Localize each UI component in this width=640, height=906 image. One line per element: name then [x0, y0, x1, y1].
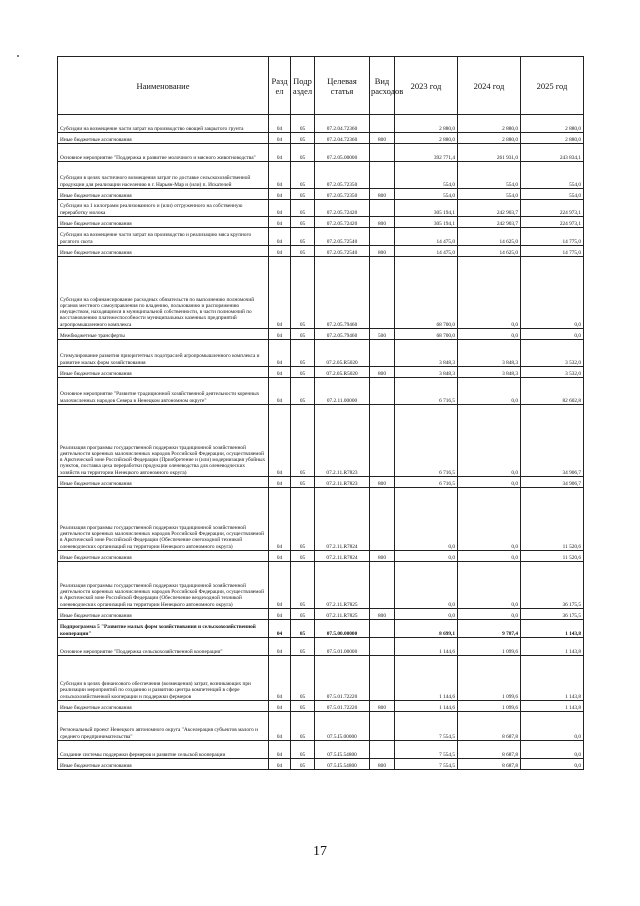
row-podrazdel: 05 — [291, 620, 315, 638]
row-value-2024: 242 903,7 — [458, 200, 521, 217]
row-name: Иные бюджетные ассигнования — [58, 759, 269, 770]
table-row — [58, 562, 584, 609]
row-razdel: 04 — [269, 340, 291, 367]
row-value-2023: 305 194,1 — [395, 217, 458, 228]
row-razdel: 04 — [269, 620, 291, 638]
row-razdel: 04 — [269, 405, 291, 477]
row-podrazdel: 05 — [291, 257, 315, 329]
row-value-2024: 1 099,6 — [458, 638, 521, 656]
row-vid — [370, 656, 395, 701]
row-razdel: 04 — [269, 144, 291, 162]
col-header-2023: 2023 год — [395, 57, 458, 115]
row-razdel: 04 — [269, 257, 291, 329]
table-row — [58, 133, 584, 144]
row-podrazdel: 05 — [291, 562, 315, 609]
row-name: Субсидии на возмещение части затрат на производство и реализацию мяса крупного рогатого скота — [58, 228, 269, 246]
row-value-2023: 554,0 — [395, 189, 458, 200]
row-value-2025: 0,0 — [521, 741, 584, 759]
row-vid: 800 — [370, 217, 395, 228]
row-value-2024: 0,0 — [458, 329, 521, 340]
row-statya: 07.2.05.72350 — [315, 189, 370, 200]
row-value-2024: 0,0 — [458, 562, 521, 609]
row-name: Иные бюджетные ассигнования — [58, 367, 269, 378]
col-header-statya: Целевая статья — [315, 57, 370, 115]
row-value-2024: 2 880,0 — [458, 115, 521, 133]
row-value-2024: 0,0 — [458, 477, 521, 488]
row-value-2024: 1 099,6 — [458, 701, 521, 712]
row-vid — [370, 378, 395, 405]
row-name: Субсидии в целях финансового обеспечения (возмещения) затрат, возникающих при реализации мероприятий по созданию и развитию центра компетенций в сфере сельскохозяйственной кооперации и поддержки фермеров — [58, 656, 269, 701]
row-vid — [370, 741, 395, 759]
table-row — [58, 144, 584, 162]
row-statya: 07.2.05.72350 — [315, 162, 370, 189]
row-statya: 07.5.I5.00000 — [315, 712, 370, 741]
row-razdel: 04 — [269, 701, 291, 712]
row-value-2023: 2 880,0 — [395, 115, 458, 133]
row-razdel: 04 — [269, 741, 291, 759]
row-vid: 800 — [370, 609, 395, 620]
table-row — [58, 701, 584, 712]
row-razdel: 04 — [269, 217, 291, 228]
row-name: Подпрограмма 5 "Развитие малых форм хозяйствования и сельскохозяйственной кооперации" — [58, 620, 269, 638]
row-value-2024: 554,0 — [458, 162, 521, 189]
row-value-2023: 7 554,5 — [395, 741, 458, 759]
row-name: Основное мероприятие "Развитие традиционной хозяйственной деятельности коренных малочисленных народов Севера в Ненецком автономном округе" — [58, 378, 269, 405]
row-razdel: 04 — [269, 329, 291, 340]
row-name: Иные бюджетные ассигнования — [58, 246, 269, 257]
row-value-2024: 242 903,7 — [458, 217, 521, 228]
col-header-razdel: Разд ел — [269, 57, 291, 115]
row-value-2023: 1 144,6 — [395, 638, 458, 656]
row-value-2025: 1 143,8 — [521, 620, 584, 638]
row-name: Реализация программы государственной поддержки традиционной хозяйственной деятельности коренных малочисленных народов Российской Федерации, осуществляемой в Арктической зоне Российской Федерации (Приобретение и (или) модернизация убойных пунктов, поставка цеха переработки продукции оленеводства для оленеводческих хозяйств на территории Ненецкого автономного округа) — [58, 405, 269, 477]
row-podrazdel: 05 — [291, 759, 315, 770]
row-name: Иные бюджетные ассигнования — [58, 133, 269, 144]
table-row — [58, 712, 584, 741]
row-statya: 07.2.11.00000 — [315, 378, 370, 405]
row-statya: 07.2.05.R5020 — [315, 367, 370, 378]
row-statya: 07.2.05.72420 — [315, 200, 370, 217]
row-podrazdel: 05 — [291, 115, 315, 133]
row-podrazdel: 05 — [291, 133, 315, 144]
row-razdel: 04 — [269, 115, 291, 133]
row-statya: 07.2.04.72360 — [315, 115, 370, 133]
row-statya: 07.2.11.R7823 — [315, 405, 370, 477]
row-razdel: 04 — [269, 133, 291, 144]
row-statya: 07.2.04.72360 — [315, 133, 370, 144]
row-name: Реализация программы государственной поддержки традиционной хозяйственной деятельности коренных малочисленных народов Российской Федерации, осуществляемой в Арктической зоне Российской Федерации (Обеспечение вездеходной техникой оленеводческих организаций на территории Ненецкого автономного округа) — [58, 562, 269, 609]
row-name: Основное мероприятие "Поддержка сельскохозяйственной кооперации" — [58, 638, 269, 656]
row-podrazdel: 05 — [291, 551, 315, 562]
row-statya: 07.2.05.72540 — [315, 246, 370, 257]
budget-table — [57, 56, 584, 770]
row-value-2024: 0,0 — [458, 257, 521, 329]
table-row — [58, 759, 584, 770]
row-value-2024: 0,0 — [458, 609, 521, 620]
row-vid: 800 — [370, 701, 395, 712]
row-podrazdel: 05 — [291, 367, 315, 378]
row-razdel: 04 — [269, 551, 291, 562]
col-header-podrazdel: Подр аздел — [291, 57, 315, 115]
row-statya: 07.2.05.79460 — [315, 329, 370, 340]
row-value-2023: 7 554,5 — [395, 759, 458, 770]
table-header-row — [58, 57, 584, 115]
row-statya: 07.2.11.R7824 — [315, 488, 370, 551]
row-value-2025: 1 143,8 — [521, 638, 584, 656]
table-body — [58, 115, 584, 770]
row-value-2023: 1 144,6 — [395, 656, 458, 701]
row-value-2024: 0,0 — [458, 488, 521, 551]
row-value-2023: 6 716,5 — [395, 477, 458, 488]
col-header-name: Наименование — [58, 57, 269, 115]
table-row — [58, 488, 584, 551]
row-value-2025: 1 143,8 — [521, 656, 584, 701]
row-vid: 800 — [370, 477, 395, 488]
row-podrazdel: 05 — [291, 701, 315, 712]
row-value-2024: 8 687,8 — [458, 712, 521, 741]
row-podrazdel: 05 — [291, 144, 315, 162]
row-value-2023: 3 848,3 — [395, 340, 458, 367]
row-value-2023: 0,0 — [395, 488, 458, 551]
row-podrazdel: 05 — [291, 228, 315, 246]
row-value-2024: 14 625,0 — [458, 246, 521, 257]
table-row — [58, 477, 584, 488]
row-podrazdel: 05 — [291, 246, 315, 257]
table-row — [58, 340, 584, 367]
row-value-2023: 0,0 — [395, 609, 458, 620]
row-value-2025: 3 532,0 — [521, 340, 584, 367]
row-value-2023: 6 716,5 — [395, 378, 458, 405]
table-row — [58, 656, 584, 701]
row-statya: 07.2.11.R7825 — [315, 562, 370, 609]
row-razdel: 04 — [269, 189, 291, 200]
row-podrazdel: 05 — [291, 189, 315, 200]
row-name: Субсидии на возмещение части затрат на производство овощей закрытого грунта — [58, 115, 269, 133]
table-row — [58, 378, 584, 405]
row-statya: 07.2.05.72420 — [315, 217, 370, 228]
row-razdel: 04 — [269, 162, 291, 189]
row-statya: 07.2.05.00000 — [315, 144, 370, 162]
row-value-2024: 0,0 — [458, 378, 521, 405]
row-value-2025: 36 175,5 — [521, 609, 584, 620]
row-vid — [370, 562, 395, 609]
row-razdel: 04 — [269, 367, 291, 378]
table-row — [58, 551, 584, 562]
col-header-vid: Вид расходов — [370, 57, 395, 115]
scan-speck — [17, 55, 19, 57]
row-vid — [370, 228, 395, 246]
row-podrazdel: 05 — [291, 656, 315, 701]
row-value-2024: 0,0 — [458, 405, 521, 477]
row-name: Иные бюджетные ассигнования — [58, 217, 269, 228]
row-value-2025: 36 175,5 — [521, 562, 584, 609]
row-value-2024: 8 687,8 — [458, 741, 521, 759]
row-value-2023: 1 144,6 — [395, 701, 458, 712]
row-vid — [370, 488, 395, 551]
row-name: Основное мероприятие "Поддержка и развитие молочного и мясного животноводства" — [58, 144, 269, 162]
row-razdel: 04 — [269, 477, 291, 488]
row-podrazdel: 05 — [291, 329, 315, 340]
row-razdel: 04 — [269, 638, 291, 656]
row-value-2025: 224 973,1 — [521, 217, 584, 228]
row-vid: 800 — [370, 551, 395, 562]
row-value-2024: 3 848,3 — [458, 340, 521, 367]
row-value-2024: 1 099,6 — [458, 656, 521, 701]
row-value-2023: 14 475,0 — [395, 228, 458, 246]
row-statya: 07.2.05.79460 — [315, 257, 370, 329]
row-vid — [370, 405, 395, 477]
row-statya: 07.5.01.72220 — [315, 656, 370, 701]
row-podrazdel: 05 — [291, 477, 315, 488]
row-podrazdel: 05 — [291, 162, 315, 189]
row-value-2025: 554,0 — [521, 189, 584, 200]
table-row — [58, 367, 584, 378]
row-podrazdel: 05 — [291, 405, 315, 477]
row-vid — [370, 620, 395, 638]
row-value-2025: 3 532,0 — [521, 367, 584, 378]
row-value-2023: 0,0 — [395, 562, 458, 609]
row-value-2024: 8 687,8 — [458, 759, 521, 770]
table-row — [58, 217, 584, 228]
row-statya: 07.5.I5.54800 — [315, 759, 370, 770]
row-razdel: 04 — [269, 562, 291, 609]
row-value-2024: 3 848,3 — [458, 367, 521, 378]
row-razdel: 04 — [269, 609, 291, 620]
row-podrazdel: 05 — [291, 217, 315, 228]
row-vid — [370, 257, 395, 329]
row-vid — [370, 115, 395, 133]
row-value-2025: 0,0 — [521, 712, 584, 741]
row-statya: 07.5.I5.54800 — [315, 741, 370, 759]
row-podrazdel: 05 — [291, 340, 315, 367]
row-vid: 800 — [370, 246, 395, 257]
col-header-2024: 2024 год — [458, 57, 521, 115]
row-value-2025: 11 520,6 — [521, 551, 584, 562]
row-value-2025: 554,0 — [521, 162, 584, 189]
row-name: Иные бюджетные ассигнования — [58, 701, 269, 712]
row-razdel: 04 — [269, 200, 291, 217]
row-value-2023: 7 554,5 — [395, 712, 458, 741]
row-name: Стимулирование развития приоритетных подотраслей агропромышленного комплекса и развитие малых форм хозяйствования — [58, 340, 269, 367]
row-value-2025: 243 834,1 — [521, 144, 584, 162]
row-value-2025: 1 143,8 — [521, 701, 584, 712]
row-razdel: 04 — [269, 712, 291, 741]
row-podrazdel: 05 — [291, 609, 315, 620]
row-value-2023: 3 848,3 — [395, 367, 458, 378]
row-vid — [370, 340, 395, 367]
row-name: Региональный проект Ненецкого автономного округа "Акселерация субъектов малого и среднего предпринимательства" — [58, 712, 269, 741]
row-name: Иные бюджетные ассигнования — [58, 477, 269, 488]
row-statya: 07.2.05.72540 — [315, 228, 370, 246]
table-row — [58, 609, 584, 620]
row-value-2024: 554,0 — [458, 189, 521, 200]
table-row — [58, 329, 584, 340]
row-vid: 800 — [370, 189, 395, 200]
row-razdel: 04 — [269, 378, 291, 405]
row-value-2023: 14 475,0 — [395, 246, 458, 257]
row-vid — [370, 200, 395, 217]
row-statya: 07.5.01.00000 — [315, 638, 370, 656]
row-value-2023: 68 700,0 — [395, 257, 458, 329]
table-row — [58, 228, 584, 246]
row-name: Иные бюджетные ассигнования — [58, 551, 269, 562]
row-name: Субсидии на 1 килограмм реализованного и (или) отгруженного на собственную переработку молока — [58, 200, 269, 217]
table-row — [58, 200, 584, 217]
table-row — [58, 638, 584, 656]
row-statya: 07.2.11.R7823 — [315, 477, 370, 488]
row-statya: 07.2.11.R7824 — [315, 551, 370, 562]
row-value-2024: 2 880,0 — [458, 133, 521, 144]
row-value-2025: 0,0 — [521, 257, 584, 329]
table-row — [58, 257, 584, 329]
row-value-2025: 0,0 — [521, 329, 584, 340]
row-value-2023: 2 880,0 — [395, 133, 458, 144]
row-podrazdel: 05 — [291, 200, 315, 217]
row-statya: 07.5.01.72220 — [315, 701, 370, 712]
row-value-2025: 82 602,8 — [521, 378, 584, 405]
row-statya: 07.2.05.R5020 — [315, 340, 370, 367]
row-statya: 07.2.11.R7825 — [315, 609, 370, 620]
row-value-2023: 554,0 — [395, 162, 458, 189]
row-value-2025: 2 880,0 — [521, 133, 584, 144]
row-razdel: 04 — [269, 246, 291, 257]
row-name: Иные бюджетные ассигнования — [58, 609, 269, 620]
table-row — [58, 620, 584, 638]
row-value-2023: 6 716,5 — [395, 405, 458, 477]
row-value-2023: 68 700,0 — [395, 329, 458, 340]
row-value-2023: 305 194,1 — [395, 200, 458, 217]
row-value-2025: 224 973,1 — [521, 200, 584, 217]
row-razdel: 04 — [269, 488, 291, 551]
row-name: Субсидии в целях частичного возмещения затрат по доставке сельскохозяйственной продукции для реализации населению в г. Нарьян-Мар и (или) п. Искателей — [58, 162, 269, 189]
row-podrazdel: 05 — [291, 712, 315, 741]
row-value-2024: 9 787,4 — [458, 620, 521, 638]
row-value-2025: 34 906,7 — [521, 405, 584, 477]
row-podrazdel: 05 — [291, 741, 315, 759]
row-value-2025: 14 775,0 — [521, 228, 584, 246]
table-row — [58, 741, 584, 759]
row-vid — [370, 638, 395, 656]
table-row — [58, 189, 584, 200]
row-value-2025: 11 520,6 — [521, 488, 584, 551]
row-name: Создание системы поддержки фермеров и развитие сельской кооперации — [58, 741, 269, 759]
col-header-2025: 2025 год — [521, 57, 584, 115]
row-value-2025: 34 906,7 — [521, 477, 584, 488]
row-razdel: 04 — [269, 656, 291, 701]
row-name: Межбюджетные трансферты — [58, 329, 269, 340]
row-value-2023: 8 699,1 — [395, 620, 458, 638]
row-value-2025: 0,0 — [521, 759, 584, 770]
row-value-2024: 261 931,0 — [458, 144, 521, 162]
row-vid: 800 — [370, 759, 395, 770]
table-row — [58, 162, 584, 189]
row-name: Субсидии на софинансирование расходных обязательств по выполнению полномочий органов местного самоуправления по владению, пользованию и распоряжению имуществом, находящимся в муниципальной собственности, в части полномочий по восстановлению платежеспособности муниципальных казенных предприятий агропромышленного комплекса — [58, 257, 269, 329]
row-vid — [370, 712, 395, 741]
row-podrazdel: 05 — [291, 638, 315, 656]
row-vid — [370, 144, 395, 162]
row-value-2024: 0,0 — [458, 551, 521, 562]
row-name: Иные бюджетные ассигнования — [58, 189, 269, 200]
row-value-2025: 2 880,0 — [521, 115, 584, 133]
row-value-2025: 14 775,0 — [521, 246, 584, 257]
row-vid: 500 — [370, 329, 395, 340]
row-razdel: 04 — [269, 759, 291, 770]
row-value-2023: 0,0 — [395, 551, 458, 562]
row-vid: 800 — [370, 367, 395, 378]
row-podrazdel: 05 — [291, 488, 315, 551]
row-statya: 07.5.00.00000 — [315, 620, 370, 638]
page-number: 17 — [313, 844, 327, 859]
row-podrazdel: 05 — [291, 378, 315, 405]
table-row — [58, 246, 584, 257]
table-row — [58, 405, 584, 477]
row-razdel: 04 — [269, 228, 291, 246]
table-row — [58, 115, 584, 133]
row-vid — [370, 162, 395, 189]
row-value-2023: 392 771,4 — [395, 144, 458, 162]
row-vid: 800 — [370, 133, 395, 144]
row-name: Реализация программы государственной поддержки традиционной хозяйственной деятельности коренных малочисленных народов Российской Федерации, осуществляемой в Арктической зоне Российской Федерации (Обеспечение снегоходной техникой оленеводческих организаций на территории Ненецкого автономного округа) — [58, 488, 269, 551]
row-value-2024: 14 625,0 — [458, 228, 521, 246]
